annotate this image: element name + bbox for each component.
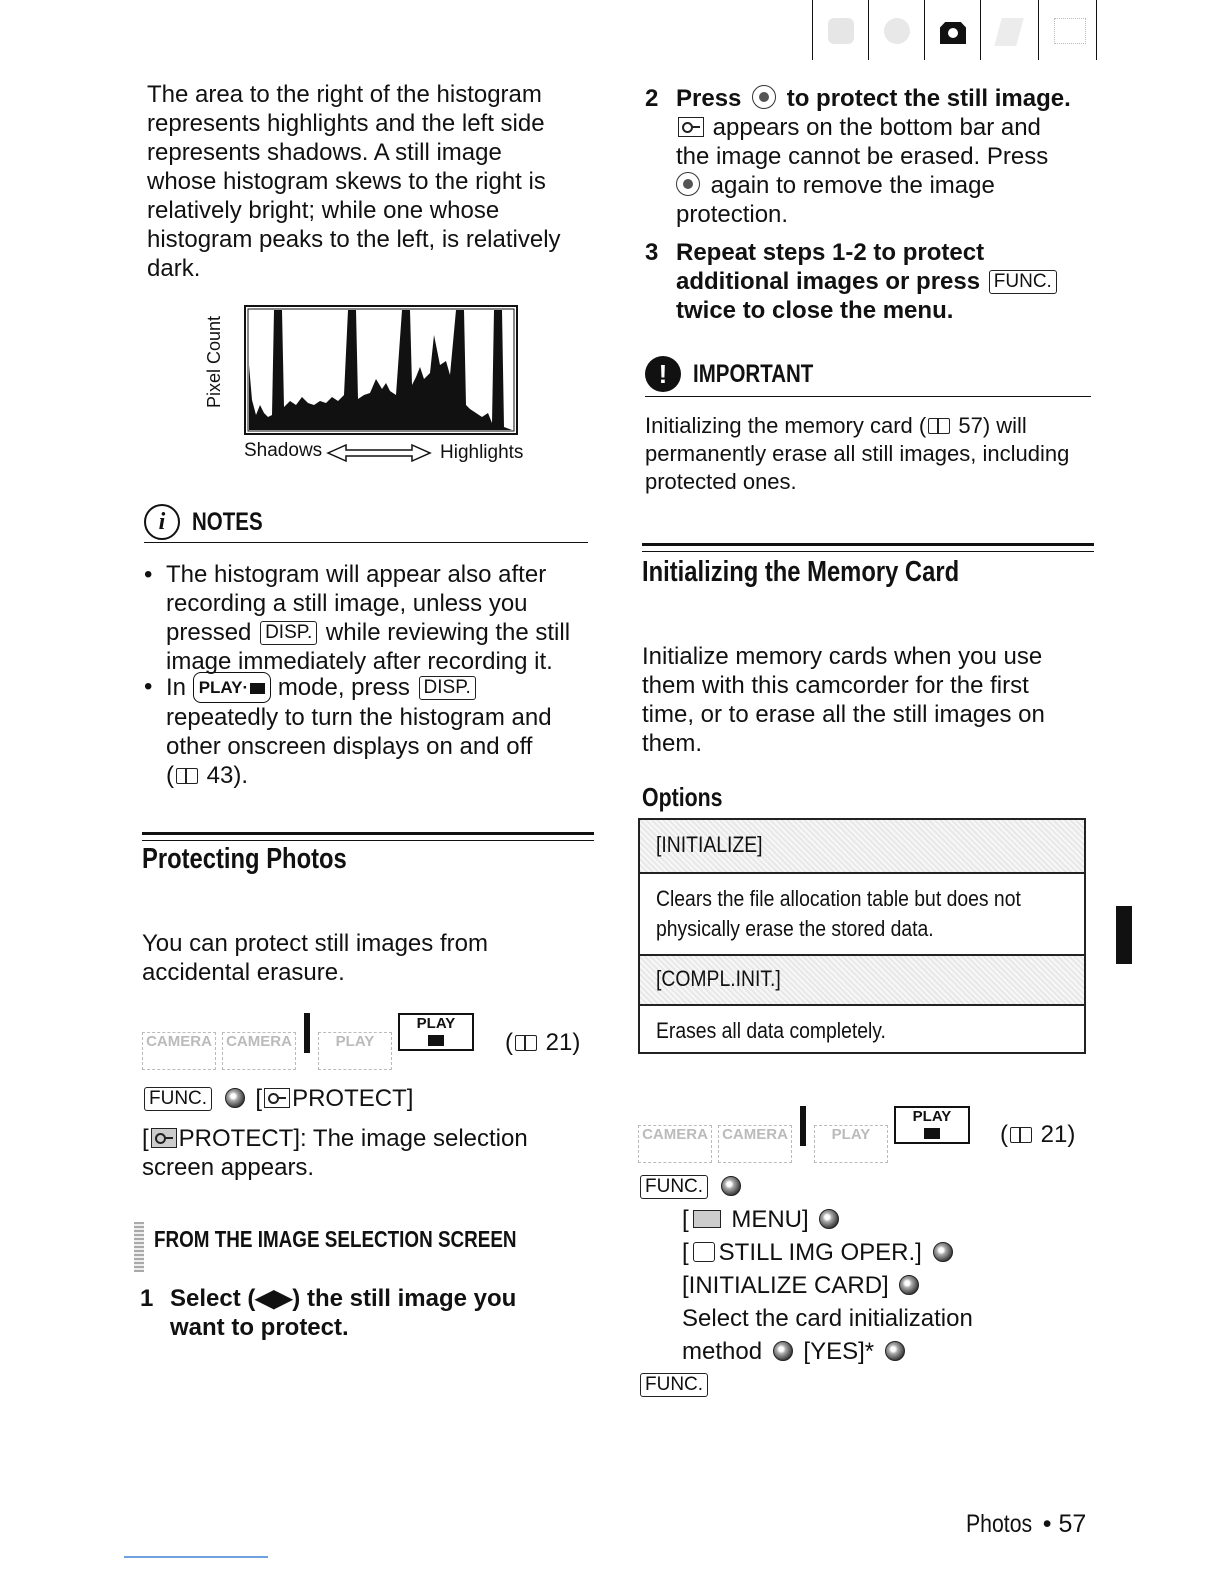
text-line: them. (642, 730, 703, 757)
mode-separator (304, 1013, 310, 1053)
histogram-figure (200, 300, 530, 470)
disp-button-label: DISP. (419, 676, 476, 700)
text-line: represents highlights and the left side (147, 110, 545, 137)
photo-icon (924, 1128, 940, 1139)
menu-item: [INITIALIZE CARD] (682, 1272, 889, 1299)
step-2-heading (645, 84, 1115, 113)
text-line: You can protect still images from (142, 930, 488, 957)
text-line: dark. (147, 255, 201, 282)
text-fragment: while reviewing the still (325, 619, 571, 646)
mode-icon-play-movie (814, 1125, 888, 1163)
text-fragment: to protect the still image. (786, 85, 1071, 112)
init-menu-path (638, 1170, 973, 1401)
text-line: repeatedly to turn the histogram and (166, 704, 552, 731)
text-line: The histogram will appear also after (166, 561, 547, 588)
text-line: Repeat steps 1-2 to protect (676, 239, 985, 266)
protect-desc (142, 1124, 528, 1182)
mode-label: PLAY (416, 1015, 456, 1032)
left-right-arrows-icon: ◀▶ (255, 1285, 293, 1312)
section-rule (142, 832, 594, 835)
init-intro (642, 642, 1045, 758)
init-title: Initializing the Memory Card (642, 556, 960, 588)
note-item-1: • The histogram will appear also after recording a still image, unless you pressed DISP. while reviewing the still image immediately after recording it. (144, 560, 604, 676)
mode-label: CAMERA (642, 1126, 708, 1143)
mode-icon-play-photo (398, 1013, 474, 1051)
mode-icon-camera-movie (142, 1032, 216, 1070)
info-icon: i (144, 504, 180, 540)
page-ref: 21) (545, 1029, 581, 1056)
effects-icon (994, 18, 1024, 46)
option-desc-line: physically erase the stored data. (656, 916, 934, 941)
text-line (676, 113, 1115, 142)
book-icon (515, 1035, 537, 1051)
scene-icon (884, 18, 910, 44)
chapter-edge-marker (1116, 906, 1132, 964)
menu-icon (693, 1210, 721, 1228)
joystick-press-icon (721, 1176, 741, 1196)
joystick-press-icon (819, 1209, 839, 1229)
text-line: permanently erase all still images, including (645, 441, 1070, 466)
mode-icons-left (142, 1013, 480, 1070)
menu-line (638, 1368, 973, 1401)
mode-label: PLAY (335, 1033, 375, 1050)
joystick-press-icon (773, 1341, 793, 1361)
menu-item: [YES]* (803, 1338, 875, 1365)
menu-line (682, 1335, 973, 1368)
text-line: the image cannot be erased. Press (676, 143, 1049, 170)
histogram-chart (244, 305, 518, 435)
text-fragment: ) the still image you (292, 1285, 517, 1312)
page-footer (966, 1510, 1086, 1539)
text-line (166, 672, 604, 703)
text-line: them with this camcorder for the first (642, 672, 1029, 699)
func-button-label: FUNC. (989, 270, 1057, 294)
step-3 (645, 238, 1115, 324)
text-line: accidental erasure. (142, 959, 345, 986)
important-title: IMPORTANT (693, 360, 814, 388)
step-number: 1 (140, 1285, 154, 1312)
mode-ref-right: ( 21) (1000, 1121, 1076, 1148)
protect-key-icon (264, 1088, 290, 1108)
joystick-press-icon (899, 1275, 919, 1295)
menu-line: Select the card initialization (682, 1305, 973, 1332)
joystick-icon (752, 85, 776, 109)
text-line (645, 412, 1069, 440)
mode-label: CAMERA (226, 1033, 292, 1050)
option-name: [INITIALIZE] (656, 832, 763, 857)
from-screen-title: FROM THE IMAGE SELECTION SCREEN (154, 1226, 517, 1252)
step-1 (140, 1284, 517, 1341)
mode-icon-camera-photo (718, 1125, 792, 1163)
text-line: twice to close the menu. (676, 297, 954, 324)
text-line: histogram peaks to the left, is relatively (147, 226, 561, 253)
option-initialize-desc (640, 874, 1084, 956)
text-line: want to protect. (170, 1314, 349, 1341)
text-line: recording a still image, unless you (166, 590, 528, 617)
func-button-label: FUNC. (640, 1373, 708, 1397)
protect-key-icon (151, 1128, 177, 1148)
text-fragment: Select ( (170, 1285, 256, 1312)
page-number: 57 (1058, 1510, 1087, 1538)
mode-icon-camera-photo (222, 1032, 296, 1070)
mode-separator (800, 1106, 806, 1146)
page-ref: 57) will (958, 413, 1027, 438)
step-number: 2 (645, 85, 659, 112)
chapter-tab-bar (812, 0, 1098, 62)
option-desc-line: Erases all data completely. (656, 1018, 886, 1043)
text-line: ( 43). (166, 762, 249, 789)
shadows-highlights-arrow-icon (326, 443, 432, 463)
notes-heading (144, 502, 594, 544)
text-fragment: In (166, 674, 187, 701)
text-line: image immediately after recording it. (166, 648, 553, 675)
menu-line: [ MENU] (682, 1203, 973, 1236)
mode-ref-left: ( 21) (505, 1029, 581, 1056)
mode-icon-camera-movie (638, 1125, 712, 1163)
mode-label: PLAY (831, 1126, 871, 1143)
section-rule (642, 543, 1094, 546)
mode-badge-text: PLAY· (198, 678, 249, 697)
menu-item: MENU] (731, 1206, 809, 1233)
play-photo-mode-badge (193, 672, 271, 703)
mode-icons-right (638, 1106, 976, 1163)
step-2 (645, 84, 1115, 229)
mode-icon-play-photo (894, 1106, 970, 1144)
text-line: The area to the right of the histogram (147, 81, 542, 108)
text-line: protection. (676, 201, 789, 228)
text-fragment: appears on the bottom bar and (712, 114, 1041, 141)
book-icon (176, 768, 198, 784)
menu-line: [ STILL IMG OPER.] (682, 1236, 973, 1269)
photo-icon (250, 683, 265, 694)
text-fragment: mode, press (277, 674, 410, 701)
text-fragment: PROTECT]: The image selection (178, 1125, 528, 1152)
menu-item: STILL IMG OPER.] (718, 1239, 922, 1266)
menu-line (638, 1170, 973, 1203)
text-fragment: Initializing the memory card ( (645, 413, 927, 438)
protect-menu-path: FUNC. [ PROTECT] (142, 1084, 413, 1113)
other-icon (1054, 18, 1086, 44)
joystick-press-icon (225, 1088, 245, 1108)
footer-rule (124, 1556, 268, 1558)
protect-title: Protecting Photos (142, 843, 347, 875)
mode-label: CAMERA (146, 1033, 212, 1050)
notes-title: NOTES (192, 508, 263, 536)
text-line: protected ones. (645, 469, 797, 494)
protect-key-icon (678, 117, 704, 137)
book-icon (1010, 1127, 1032, 1143)
text-fragment: Press (676, 85, 742, 112)
mode-label: PLAY (912, 1108, 952, 1125)
histogram-intro (147, 80, 607, 283)
protect-intro (142, 929, 488, 987)
menu-item: PROTECT] (292, 1085, 414, 1112)
text-line (166, 618, 604, 647)
still-img-oper-icon (693, 1242, 715, 1262)
option-name: [COMPL.INIT.] (656, 966, 781, 991)
text-line (676, 171, 1115, 200)
photo-icon (428, 1035, 444, 1046)
text-line: time, or to erase all the still images on (642, 701, 1045, 728)
text-line: whose histogram skews to the right is (147, 168, 546, 195)
important-icon: ! (645, 356, 681, 392)
options-title: Options (642, 782, 723, 812)
text-fragment: additional images or press (676, 268, 981, 295)
page-ref: 43). (206, 762, 249, 789)
menu-item: method (682, 1338, 763, 1365)
mode-label: CAMERA (722, 1126, 788, 1143)
movie-icon (828, 18, 854, 44)
menu-line (682, 1269, 973, 1302)
joystick-press-icon (885, 1341, 905, 1361)
text-line: relatively bright; while one whose (147, 197, 500, 224)
note-item-2: • In PLAY· mode, press DISP. repeatedly to turn the histogram and other onscreen displays on and off ( 43). (144, 672, 604, 790)
disp-button-label: DISP. (260, 621, 317, 645)
option-initialize-header (640, 820, 1084, 874)
highlights-label: Highlights (440, 442, 524, 463)
section-rule (142, 840, 594, 841)
important-text (645, 412, 1069, 496)
subsection-marker (134, 1222, 144, 1272)
text-line: screen appears. (142, 1154, 315, 1181)
text-line: Initialize memory cards when you use (642, 643, 1043, 670)
text-fragment: pressed (166, 619, 252, 646)
text-line: [ PROTECT]: The image selection (142, 1125, 528, 1152)
mode-icon-play-movie (318, 1032, 392, 1070)
options-table (638, 818, 1086, 1054)
text-line: represents shadows. A still image (147, 139, 502, 166)
func-button-label: FUNC. (640, 1175, 708, 1199)
book-icon (928, 418, 950, 434)
footer-bullet: • (1035, 1510, 1059, 1538)
page-ref: 21) (1040, 1121, 1076, 1148)
text-line: other onscreen displays on and off (166, 733, 533, 760)
option-desc-line: Clears the file allocation table but does not (656, 886, 1021, 911)
text-fragment: again to remove the image (710, 172, 995, 199)
joystick-icon (676, 172, 700, 196)
func-button-label: FUNC. (144, 1087, 212, 1111)
text-line (676, 267, 1059, 296)
footer-section: Photos (966, 1510, 1033, 1538)
joystick-press-icon (933, 1242, 953, 1262)
option-compl-init-header (640, 956, 1084, 1006)
important-heading (645, 354, 1091, 396)
histogram-y-label: Pixel Count (204, 315, 224, 408)
section-rule (642, 551, 1094, 552)
step-number: 3 (645, 239, 659, 266)
shadows-label: Shadows (244, 440, 323, 461)
option-compl-init-desc (640, 1006, 1084, 1056)
